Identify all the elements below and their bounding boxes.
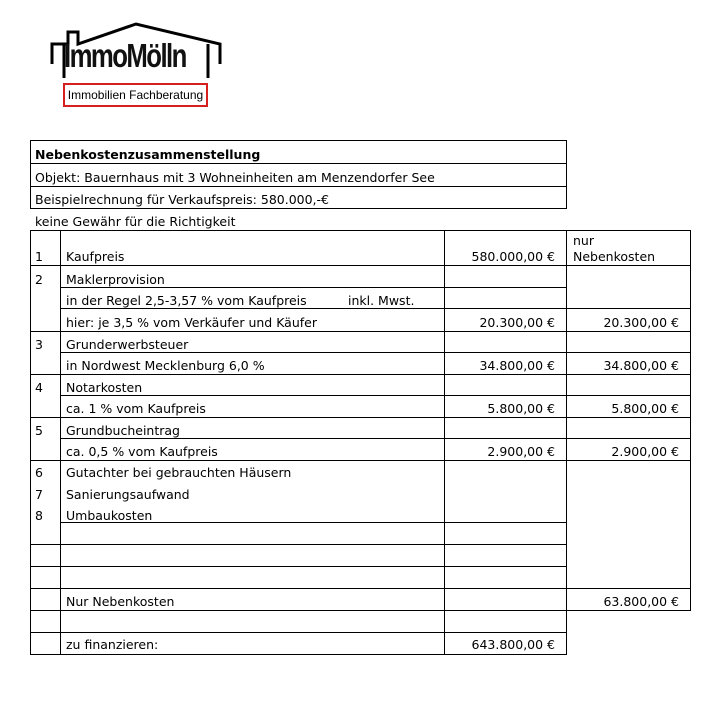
- row-label: Notarkosten: [66, 380, 143, 395]
- row-label: Grundbucheintrag: [66, 423, 180, 438]
- logo-name: ImmoMölln: [64, 37, 186, 74]
- cost-value: 5.800,00 €: [611, 401, 679, 416]
- price-value: 5.800,00 €: [487, 401, 555, 416]
- row-detail: ca. 0,5 % vom Kaufpreis: [66, 444, 218, 459]
- row-number: 3: [35, 337, 43, 352]
- row-number: 5: [35, 423, 43, 438]
- row-detail: hier: je 3,5 % vom Verkäufer und Käufer: [66, 315, 317, 330]
- finance-total: 643.800,00 €: [471, 637, 555, 652]
- row-number: 1: [35, 249, 43, 264]
- row-number: 7: [35, 487, 43, 502]
- price-value: 580.000,00 €: [471, 249, 555, 264]
- cost-value: 20.300,00 €: [603, 315, 679, 330]
- cost-value: 2.900,00 €: [611, 444, 679, 459]
- document-title: Nebenkostenzusammenstellung: [35, 147, 261, 162]
- row-number: 2: [35, 272, 43, 287]
- only-costs-total: 63.800,00 €: [603, 594, 679, 609]
- row-label: Kaufpreis: [66, 249, 125, 264]
- only-costs-label: Nur Nebenkosten: [66, 594, 175, 609]
- row-number: 8: [35, 508, 43, 523]
- row-label: Gutachter bei gebrauchten Häusern: [66, 465, 292, 480]
- row-number: 6: [35, 465, 43, 480]
- row-detail: ca. 1 % vom Kaufpreis: [66, 401, 206, 416]
- row-label: Sanierungsaufwand: [66, 487, 190, 502]
- price-value: 2.900,00 €: [487, 444, 555, 459]
- row-label: Grunderwerbsteuer: [66, 337, 189, 352]
- row-number: 4: [35, 380, 43, 395]
- row-detail-note: inkl. Mwst.: [348, 293, 415, 308]
- row-label: Umbaukosten: [66, 508, 153, 523]
- row-label: Maklerprovision: [66, 272, 165, 287]
- object-line: Objekt: Bauernhaus mit 3 Wohneinheiten am Menzendorfer See: [35, 170, 435, 185]
- price-value: 20.300,00 €: [479, 315, 555, 330]
- logo-tagline: Immobilien Fachberatung: [63, 83, 208, 107]
- price-value: 34.800,00 €: [479, 358, 555, 373]
- example-line: Beispielrechnung für Verkaufspreis: 580.000,-€: [35, 192, 329, 207]
- finance-label: zu finanzieren:: [66, 637, 159, 652]
- row-detail: in Nordwest Mecklenburg 6,0 %: [66, 358, 265, 373]
- cost-value: 34.800,00 €: [603, 358, 679, 373]
- row-detail: in der Regel 2,5-3,57 % vom Kaufpreis: [66, 293, 307, 308]
- column-header-line2: Nebenkosten: [573, 249, 656, 264]
- disclaimer-line: keine Gewähr für die Richtigkeit: [35, 214, 236, 229]
- column-header-line1: nur: [573, 233, 594, 248]
